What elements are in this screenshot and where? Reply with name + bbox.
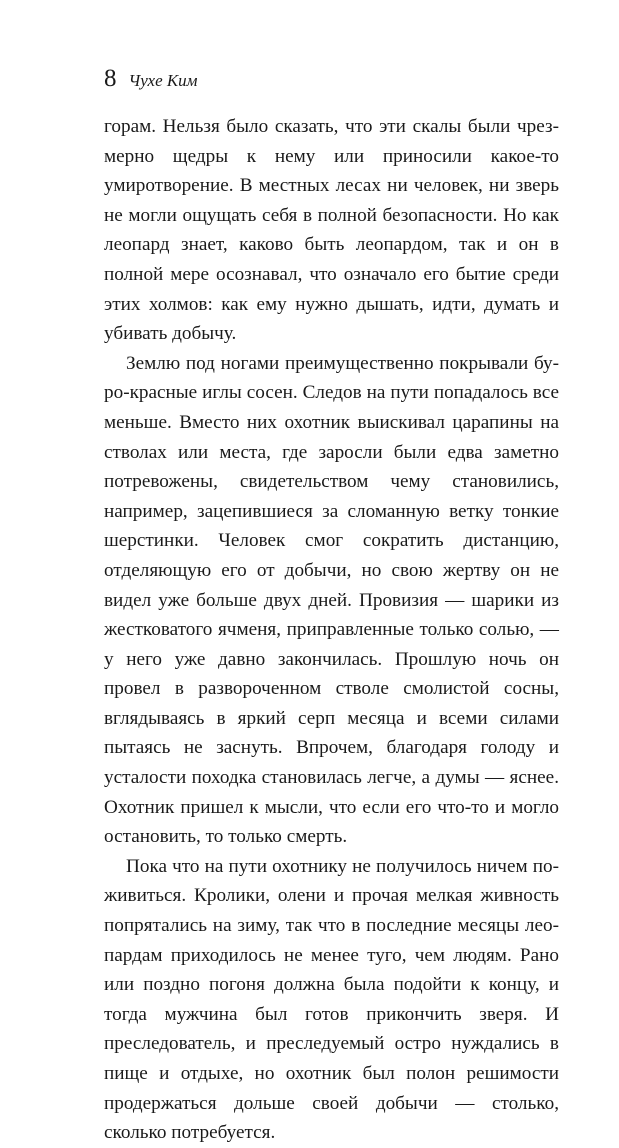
running-head bbox=[104, 66, 559, 106]
author-name: Чухе Ким bbox=[128, 71, 198, 90]
paragraph-2: Землю под ногами преимущественно покрывали буро-красные иглы сосен. Следов на пути попадалось все меньше. Вместо них охотник выискивал царапины на стволах или места, где заросли были едва заметно потревожены, свидетельством чему становились, например, зацепившиеся за сломанную ветку тонкие шерстинки. Человек смог сократить дистанцию, отделяющую его от добычи, но свою жертву он не видел уже больше двух дней. Провизия — шарики из жестковатого ячменя, приправленные только солью, — у него уже давно закончилась. Прошлую ночь он провел в развороченном стволе смолистой сосны, вглядываясь в яркий серп месяца и всеми силами пытаясь не заснуть. Впрочем, благодаря голоду и усталости походка становилась легче, а думы — яснее. Охотник пришел к мысли, что если его что-то и могло остановить, то только смерть. bbox=[104, 352, 559, 848]
page-number: 8 bbox=[104, 65, 117, 92]
paragraph-1: горам. Нельзя было сказать, что эти скалы были чрезмерно щедры к нему или приносили какое-то умиротворение. В местных лесах ни человек, ни зверь не могли ощущать себя в полной безопасности. Но как леопард знает, каково быть леопардом, так и он в полной мере осознавал, что означало его бытие среди этих холмов: как ему нужно дышать, идти, думать и убивать добычу. bbox=[104, 116, 559, 345]
body-text bbox=[104, 112, 559, 1148]
paragraph-3: Пока что на пути охотнику не получилось ничем поживиться. Кролики, олени и прочая мелкая живность попрятались на зиму, так что в последние месяцы леопардам приходилось не менее туго, чем людям. Рано или поздно погоня должна была подойти к концу, и тогда мужчина был готов прикончить зверя. И преследователь, и преследуемый остро нуждались в пище и отдыхе, но охотник был полон решимости продержаться дольше своей добычи — столько, сколько потребуется. bbox=[104, 855, 559, 1144]
